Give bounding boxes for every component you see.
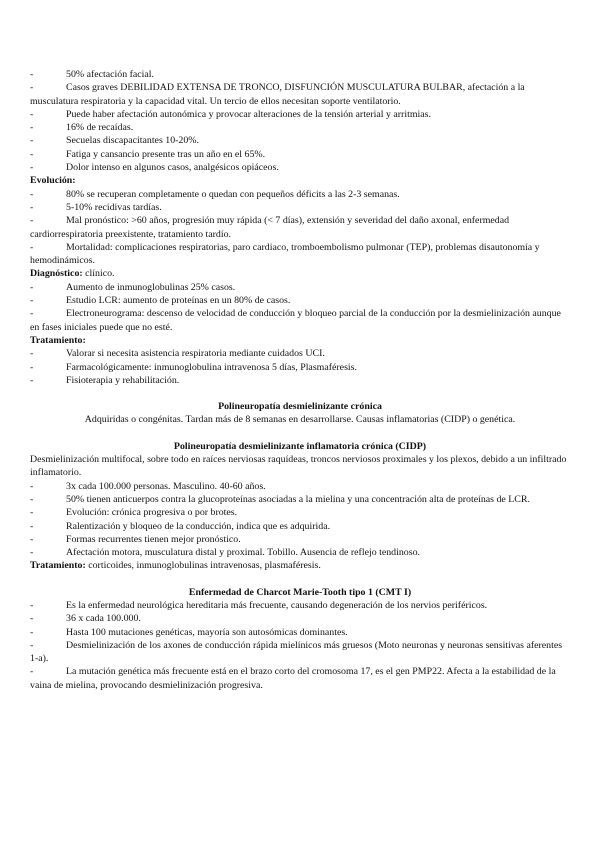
bullet-dash: - (30, 348, 34, 360)
bullet-dash: - (30, 374, 34, 386)
tratamiento-list (30, 347, 570, 387)
bullet-dash: - (30, 520, 34, 532)
diagnostico-list (30, 281, 570, 334)
bullet-dash: - (30, 188, 34, 200)
tratamiento-heading: Tratamiento: (30, 334, 86, 346)
bullet-dash: - (30, 215, 34, 227)
list-item: - Evolución: crónica progresiva o por brotes. (30, 507, 238, 519)
list-item: - Casos graves DEBILIDAD EXTENSA DE TRONCO, DISFUNCIÓN MUSCULATURA BULBAR, afectación a la musculatura respiratoria y la capacidad vital. Un tercio de ellos necesitan soporte ventilatorio. (30, 82, 525, 107)
list-item: - Aumento de inmunoglobulinas 25% casos. (30, 281, 236, 293)
bullet-dash: - (30, 547, 34, 559)
cmt-title: Enfermedad de Charcot Marie-Tooth tipo 1 (CMT I) (188, 586, 412, 598)
bullet-dash: - (30, 626, 34, 638)
bullet-dash: - (30, 361, 34, 373)
cidp-list (30, 480, 570, 560)
document-page (30, 68, 570, 692)
list-item: - Mortalidad: complicaciones respiratorias, paro cardiaco, tromboembolismo pulmonar (TEP), problemas disautonomía y hemodinámicos. (30, 241, 540, 267)
list-item: - Secuelas discapacitantes 10-20%. (30, 135, 199, 147)
bullet-dash: - (30, 480, 34, 492)
cidp-treatment-label: Tratamiento: (30, 560, 86, 572)
bullet-dash: - (30, 108, 34, 120)
bullet-dash: - (30, 639, 34, 651)
list-item: - 80% se recuperan completamente o quedan con pequeños déficits a las 2-3 semanas. (30, 188, 400, 200)
bullet-dash: - (30, 493, 34, 505)
list-item: - 50% afectación facial. (30, 69, 154, 80)
pdc-title: Polineuropatía desmielinizante crónica (218, 401, 382, 413)
bullet-dash: - (30, 69, 34, 80)
diagnostico-heading: Diagnóstico: (30, 268, 83, 280)
bullet-dash: - (30, 82, 34, 94)
list-item: - Afectación motora, musculatura distal y proximal. Tobillo. Ausencia de reflejo tendinoso. (30, 547, 420, 559)
bullet-dash: - (30, 162, 34, 174)
bullet-dash: - (30, 308, 34, 320)
evolucion-heading: Evolución: (30, 175, 76, 187)
list-item: - 36 x cada 100.000. (30, 613, 141, 625)
bullet-dash: - (30, 533, 34, 545)
list-item: - Fatiga y cansancio presente tras un año en el 65%. (30, 148, 266, 160)
cidp-treatment-line (30, 559, 570, 572)
cidp-treatment-text: corticoides, inmunoglobulinas intravenosas, plasmaféresis. (85, 560, 321, 572)
list-item: - Fisioterapia y rehabilitación. (30, 374, 180, 386)
spacer (30, 387, 570, 400)
diagnostico-line (30, 267, 570, 280)
list-item: - La mutación genética más frecuente está en el brazo corto del cromosoma 17, es el gen PMP22. Afecta a la estabilidad de la vaina de mielina, provocando desmielinización progresiva. (30, 666, 556, 691)
bullet-dash: - (30, 241, 34, 253)
cidp-intro: Desmielinización multifocal, sobre todo en raíces nerviosas raquídeas, troncos nerviosos proximales y los plexos, debido a un infiltrado inflamatorio. (30, 454, 567, 479)
spacer (30, 573, 570, 586)
bullet-dash: - (30, 148, 34, 160)
bullet-dash: - (30, 201, 34, 213)
list-item: - Hasta 100 mutaciones genéticas, mayoría son autosómicas dominantes. (30, 626, 348, 638)
bullet-dash: - (30, 599, 34, 611)
bullet-dash: - (30, 666, 34, 678)
spacer (30, 427, 570, 440)
list-item: - Electroneurograma: descenso de velocidad de conducción y bloqueo parcial de la conducción por la desmielinización aunque en fases iniciales puede que no esté. (30, 308, 561, 333)
diagnostico-text: clínico. (82, 268, 115, 280)
list-item: - Desmielinización de los axones de conducción rápida mielínicos más gruesos (Moto neuronas y neuronas sensitivas aferentes 1-a). (30, 639, 563, 665)
bullet-dash: - (30, 281, 34, 293)
bullet-dash: - (30, 507, 34, 519)
list-item: - Puede haber afectación autonómica y provocar alteraciones de la tensión arterial y arritmias. (30, 108, 431, 120)
list-item: - 5-10% recidivas tardías. (30, 201, 162, 213)
list-item: - Dolor intenso en algunos casos, analgésicos opiáceos. (30, 162, 279, 174)
bullet-dash: - (30, 122, 34, 134)
list-item: - 16% de recaídas. (30, 122, 134, 134)
evolucion-list (30, 188, 570, 268)
list-item: - Mal pronóstico: >60 años, progresión muy rápida (< 7 días), extensión y severidad del daño axonal, enfermedad cardiorrespiratoria preexistente, tratamiento tardío. (30, 215, 510, 240)
bullet-dash: - (30, 135, 34, 147)
intro-list (30, 68, 570, 174)
list-item: - Valorar si necesita asistencia respiratoria mediante cuidados UCI. (30, 348, 325, 360)
cidp-title: Polineuropatía desmielinizante inflamatoria crónica (CIDP) (173, 440, 427, 452)
list-item: - Farmacológicamente: inmunoglobulina intravenosa 5 días, Plasmaféresis. (30, 361, 357, 373)
bullet-dash: - (30, 295, 34, 307)
pdc-text: Adquiridas o congénitas. Tardan más de 8 semanas en desarrollarse. Causas inflamatorias (CIDP) o genética. (84, 414, 516, 426)
cmt-list (30, 599, 570, 692)
list-item: - 3x cada 100.000 personas. Masculino. 40-60 años. (30, 480, 266, 492)
list-item: - Formas recurrentes tienen mejor pronóstico. (30, 533, 241, 545)
list-item: - Estudio LCR: aumento de proteínas en un 80% de casos. (30, 295, 291, 307)
list-item: - Es la enfermedad neurológica hereditaria más frecuente, causando degeneración de los nervios periféricos. (30, 599, 488, 611)
list-item: - Ralentización y bloqueo de la conducción, indica que es adquirida. (30, 520, 331, 532)
bullet-dash: - (30, 613, 34, 625)
list-item: - 50% tienen anticuerpos contra la glucoproteínas asociadas a la mielina y una concentración alta de proteínas de LCR. (30, 493, 530, 505)
